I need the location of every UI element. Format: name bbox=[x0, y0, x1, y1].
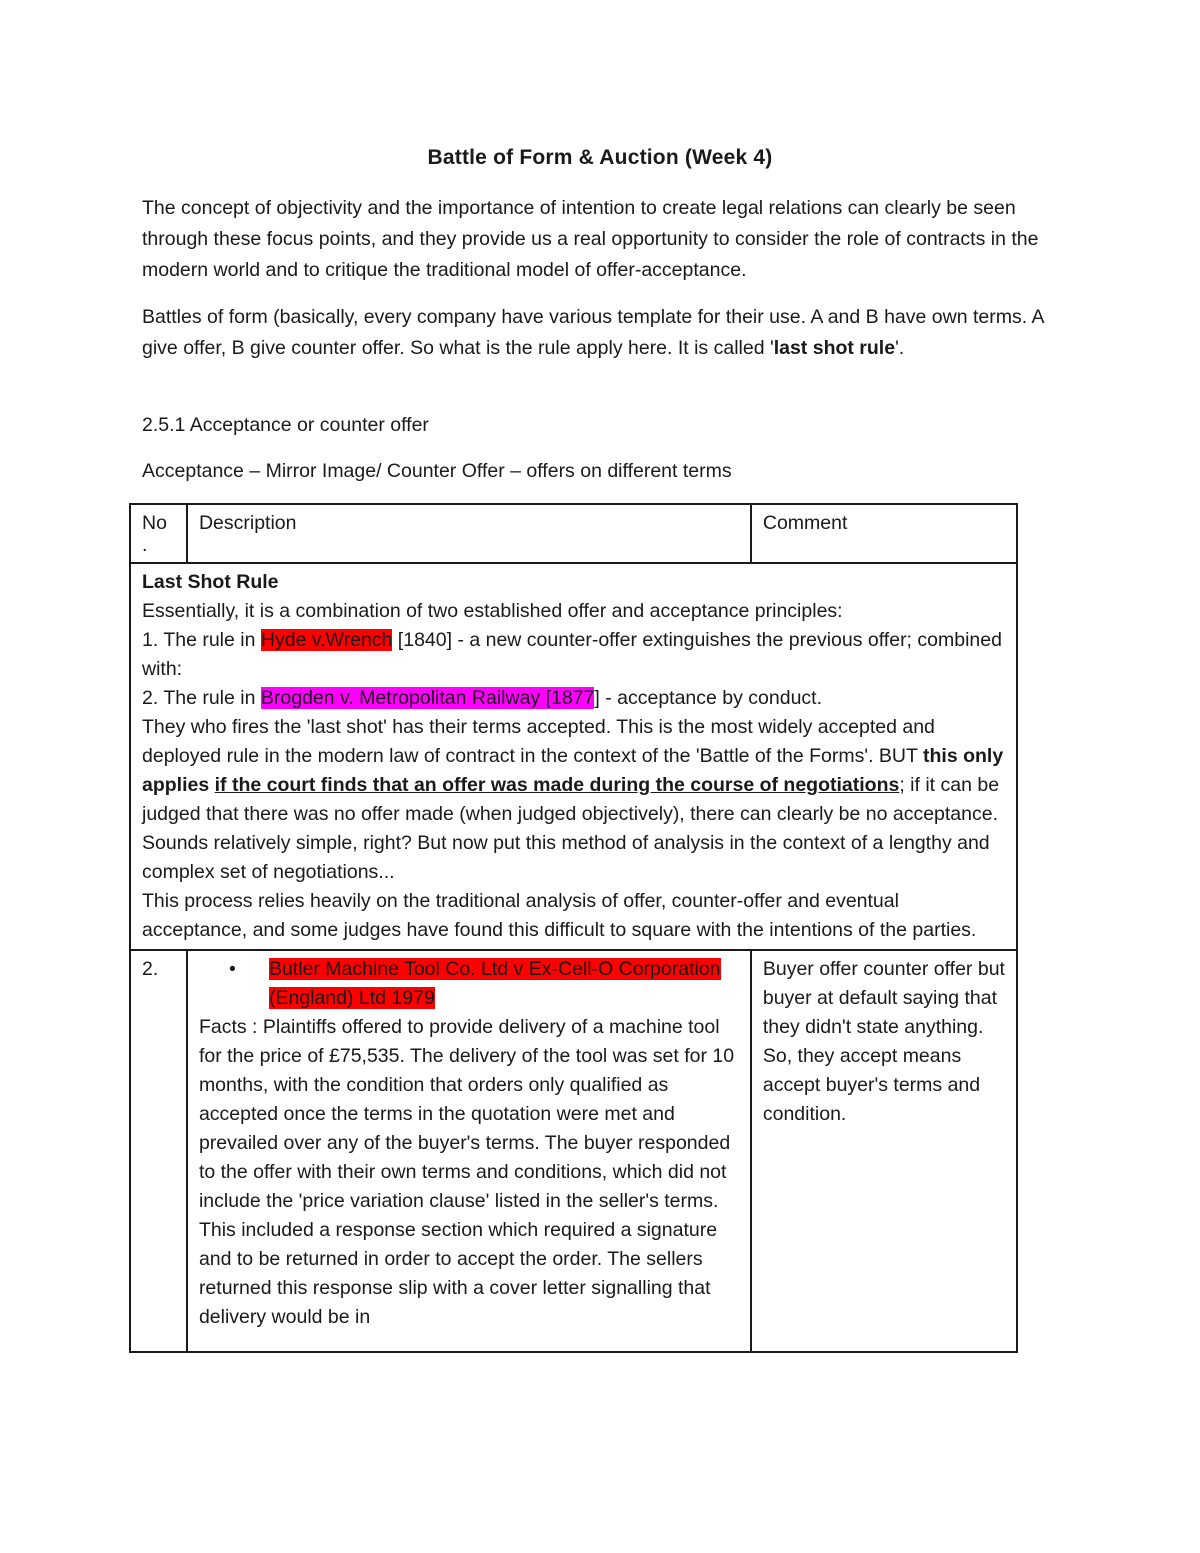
lsr-rule2: 2. The rule in Brogden v. Metropolitan Railway [1877] - acceptance by conduct. bbox=[142, 687, 823, 709]
battles-text: Battles of form (basically, every company have various template for their use. A and B have own terms. A give offer, B give counter offer. So what is the rule apply here. It is called ' bbox=[142, 306, 1044, 359]
lsr-underlined-condition: if the court finds that an offer was made during the course of negotiations bbox=[214, 774, 900, 796]
last-shot-rule-row bbox=[130, 563, 1017, 950]
lsr-paragraph-d: Sounds relatively simple, right? But now put this method of analysis in the context of a lengthy and complex set of negotiations... bbox=[142, 832, 990, 883]
last-shot-rule-cell bbox=[130, 563, 1017, 950]
butler-case-row bbox=[130, 950, 1017, 1352]
butler-case-name: Butler Machine Tool Co. Ltd v Ex-Cell-O Corporation (England) Ltd 1979 bbox=[268, 958, 721, 1009]
header-description: Description bbox=[187, 504, 751, 563]
header-comment: Comment bbox=[751, 504, 1017, 563]
page-title: Battle of Form & Auction (Week 4) bbox=[427, 146, 773, 169]
table-header-row bbox=[130, 504, 1017, 563]
intro-paragraph: The concept of objectivity and the importance of intention to create legal relations can clearly be seen through these focus points, and they provide us a real opportunity to consider the role of contracts in the modern world and to critique the traditional model of offer-acceptance. bbox=[142, 197, 1039, 281]
case-table bbox=[129, 503, 1018, 1353]
section-heading: 2.5.1 Acceptance or counter offer bbox=[142, 414, 429, 436]
hyde-v-wrench-case: Hyde v.Wrench bbox=[260, 629, 393, 651]
row2-no: 2. bbox=[130, 950, 187, 1352]
bullet-icon: • bbox=[228, 958, 236, 980]
last-shot-rule-term: last shot rule bbox=[773, 337, 896, 359]
lsr-title: Last Shot Rule bbox=[142, 571, 279, 593]
section-subheading: Acceptance – Mirror Image/ Counter Offer – offers on different terms bbox=[142, 460, 732, 482]
lsr-rule1: 1. The rule in Hyde v.Wrench [1840] - a new counter-offer extinguishes the previous offer; combined with: bbox=[142, 629, 1002, 680]
battles-end: '. bbox=[895, 337, 905, 359]
battles-paragraph bbox=[142, 302, 1062, 364]
row2-description bbox=[187, 950, 751, 1352]
lsr-line1: Essentially, it is a combination of two established offer and acceptance principles: bbox=[142, 600, 843, 622]
header-no-cell bbox=[130, 504, 187, 563]
row2-facts: Facts : Plaintiffs offered to provide delivery of a machine tool for the price of £75,535. The delivery of the tool was set for 10 months, with the condition that orders only qualified as accepted once the terms in the quotation were met and prevailed over any of the buyer's terms. The buyer responded to the offer with their own terms and conditions, which did not include the 'price variation clause' listed in the seller's terms. This included a response section which required a signature and to be returned in order to accept the order. The sellers returned this response slip with a cover letter signalling that delivery would be in bbox=[198, 1016, 735, 1328]
lsr-paragraph-a: They who fires the 'last shot' has their terms accepted. This is the most widely accepted and deployed rule in the modern law of contract in the context of the 'Battle of the Forms'. BUT this only applies if the court finds that an offer was made during the course of negotiations; if it can be judged that there was no offer made (when judged objectively), there can clearly be no acceptance. bbox=[142, 716, 1004, 825]
header-no-dot: . bbox=[142, 534, 148, 556]
header-no: No bbox=[142, 512, 167, 534]
lsr-paragraph-e: This process relies heavily on the traditional analysis of offer, counter-offer and eventual acceptance, and some judges have found this difficult to square with the intentions of the parties. bbox=[142, 890, 977, 941]
brogden-case: Brogden v. Metropolitan Railway [1877 bbox=[260, 687, 595, 709]
row2-comment: Buyer offer counter offer but buyer at default saying that they didn't state anything. So, they accept means accept buyer's terms and condition. bbox=[751, 950, 1017, 1352]
row2-case-bullet bbox=[199, 955, 740, 1013]
